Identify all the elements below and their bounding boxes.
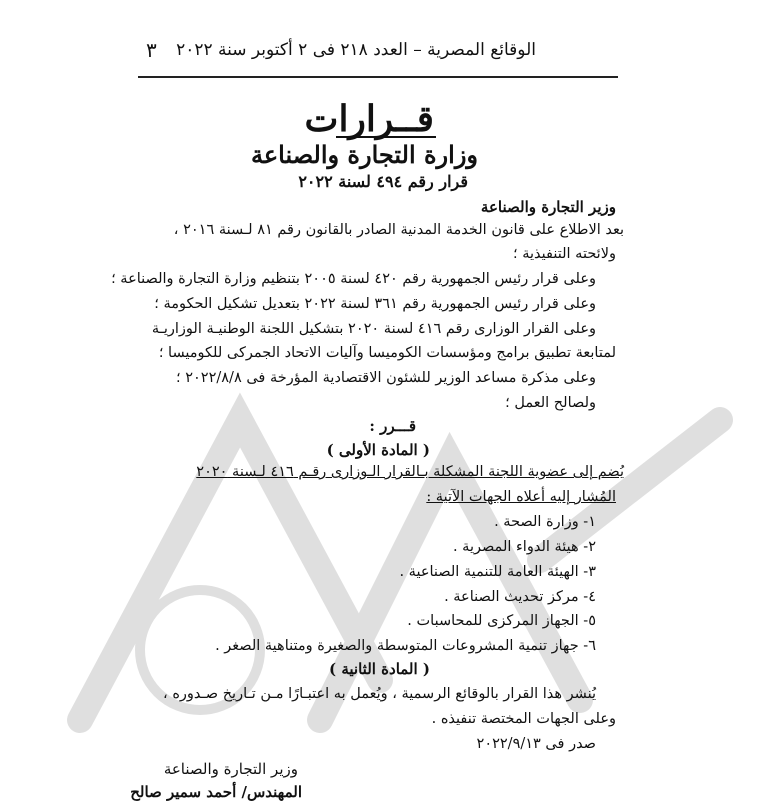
preamble-line: ولصالح العمل ؛ bbox=[505, 395, 596, 411]
list-item: ٦- جهاز تنمية المشروعات المتوسطة والصغيرة ومتناهية الصغر . bbox=[215, 638, 596, 654]
title-underline bbox=[336, 136, 436, 138]
preamble-line: ولائحته التنفيذية ؛ bbox=[513, 246, 616, 262]
article1-line: المُشار إليه أعلاه الجهات الآتية : bbox=[426, 489, 616, 505]
signatory-name: المهندس/ أحمد سمير صالح bbox=[130, 783, 302, 801]
decided-heading: قـــرر : bbox=[369, 417, 416, 435]
preamble-line: وعلى قرار رئيس الجمهورية رقم ٣٦١ لسنة ٢٠٢٢ بتعديل تشكيل الحكومة ؛ bbox=[154, 296, 596, 312]
preamble-line: وعلى قرار رئيس الجمهورية رقم ٤٢٠ لسنة ٢٠٠٥ بتنظيم وزارة التجارة والصناعة ؛ bbox=[111, 271, 596, 287]
article2-heading: ( المادة الثانية ) bbox=[329, 660, 430, 678]
signatory-title: وزير التجارة والصناعة bbox=[163, 760, 298, 778]
list-item: ٤- مركز تحديث الصناعة . bbox=[444, 589, 596, 605]
header-rule bbox=[138, 76, 618, 78]
issue-date: صدر فى ٢٠٢٢/٩/١٣ bbox=[476, 736, 596, 752]
article2-line: وعلى الجهات المختصة تنفيذه . bbox=[431, 711, 616, 727]
list-item: ٣- الهيئة العامة للتنمية الصناعية . bbox=[399, 564, 596, 580]
preamble-line: وعلى القرار الوزارى رقم ٤١٦ لسنة ٢٠٢٠ بتشكيل اللجنة الوطنيـة الوزاريـة bbox=[151, 321, 596, 337]
preamble-line: لمتابعة تطبيق برامج ومؤسسات الكوميسا وآليات الاتحاد الجمركى للكوميسا ؛ bbox=[158, 345, 616, 361]
list-item: ١- وزارة الصحة . bbox=[494, 514, 596, 530]
list-item: ٥- الجهاز المركزى للمحاسبات . bbox=[407, 613, 596, 629]
preamble-line: وعلى مذكرة مساعد الوزير للشئون الاقتصادية المؤرخة فى ٢٠٢٢/٨/٨ ؛ bbox=[176, 370, 596, 386]
running-header: الوقائع المصرية – العدد ٢١٨ فى ٢ أكتوبر سنة ٢٠٢٢ bbox=[176, 40, 536, 60]
section-title: قــرارات bbox=[304, 98, 434, 140]
list-item: ٢- هيئة الدواء المصرية . bbox=[452, 539, 596, 555]
article1-line: يُضم إلى عضوية اللجنة المشكلة بـالقرار الـوزارى رقـم ٤١٦ لـسنة ٢٠٢٠ bbox=[196, 464, 624, 480]
issuer-title: وزير التجارة والصناعة bbox=[480, 198, 616, 216]
preamble-line: بعد الاطلاع على قانون الخدمة المدنية الصادر بالقانون رقم ٨١ لـسنة ٢٠١٦ ، bbox=[173, 222, 624, 238]
article2-line: يُنشر هذا القرار بالوقائع الرسمية ، ويُعمل به اعتبـارًا مـن تـاريخ صـدوره ، bbox=[163, 686, 596, 702]
ministry-name: وزارة التجارة والصناعة bbox=[250, 140, 478, 169]
page-number: ٣ bbox=[146, 38, 157, 62]
article1-heading: ( المادة الأولى ) bbox=[326, 441, 430, 459]
decree-number: قرار رقم ٤٩٤ لسنة ٢٠٢٢ bbox=[298, 172, 468, 191]
